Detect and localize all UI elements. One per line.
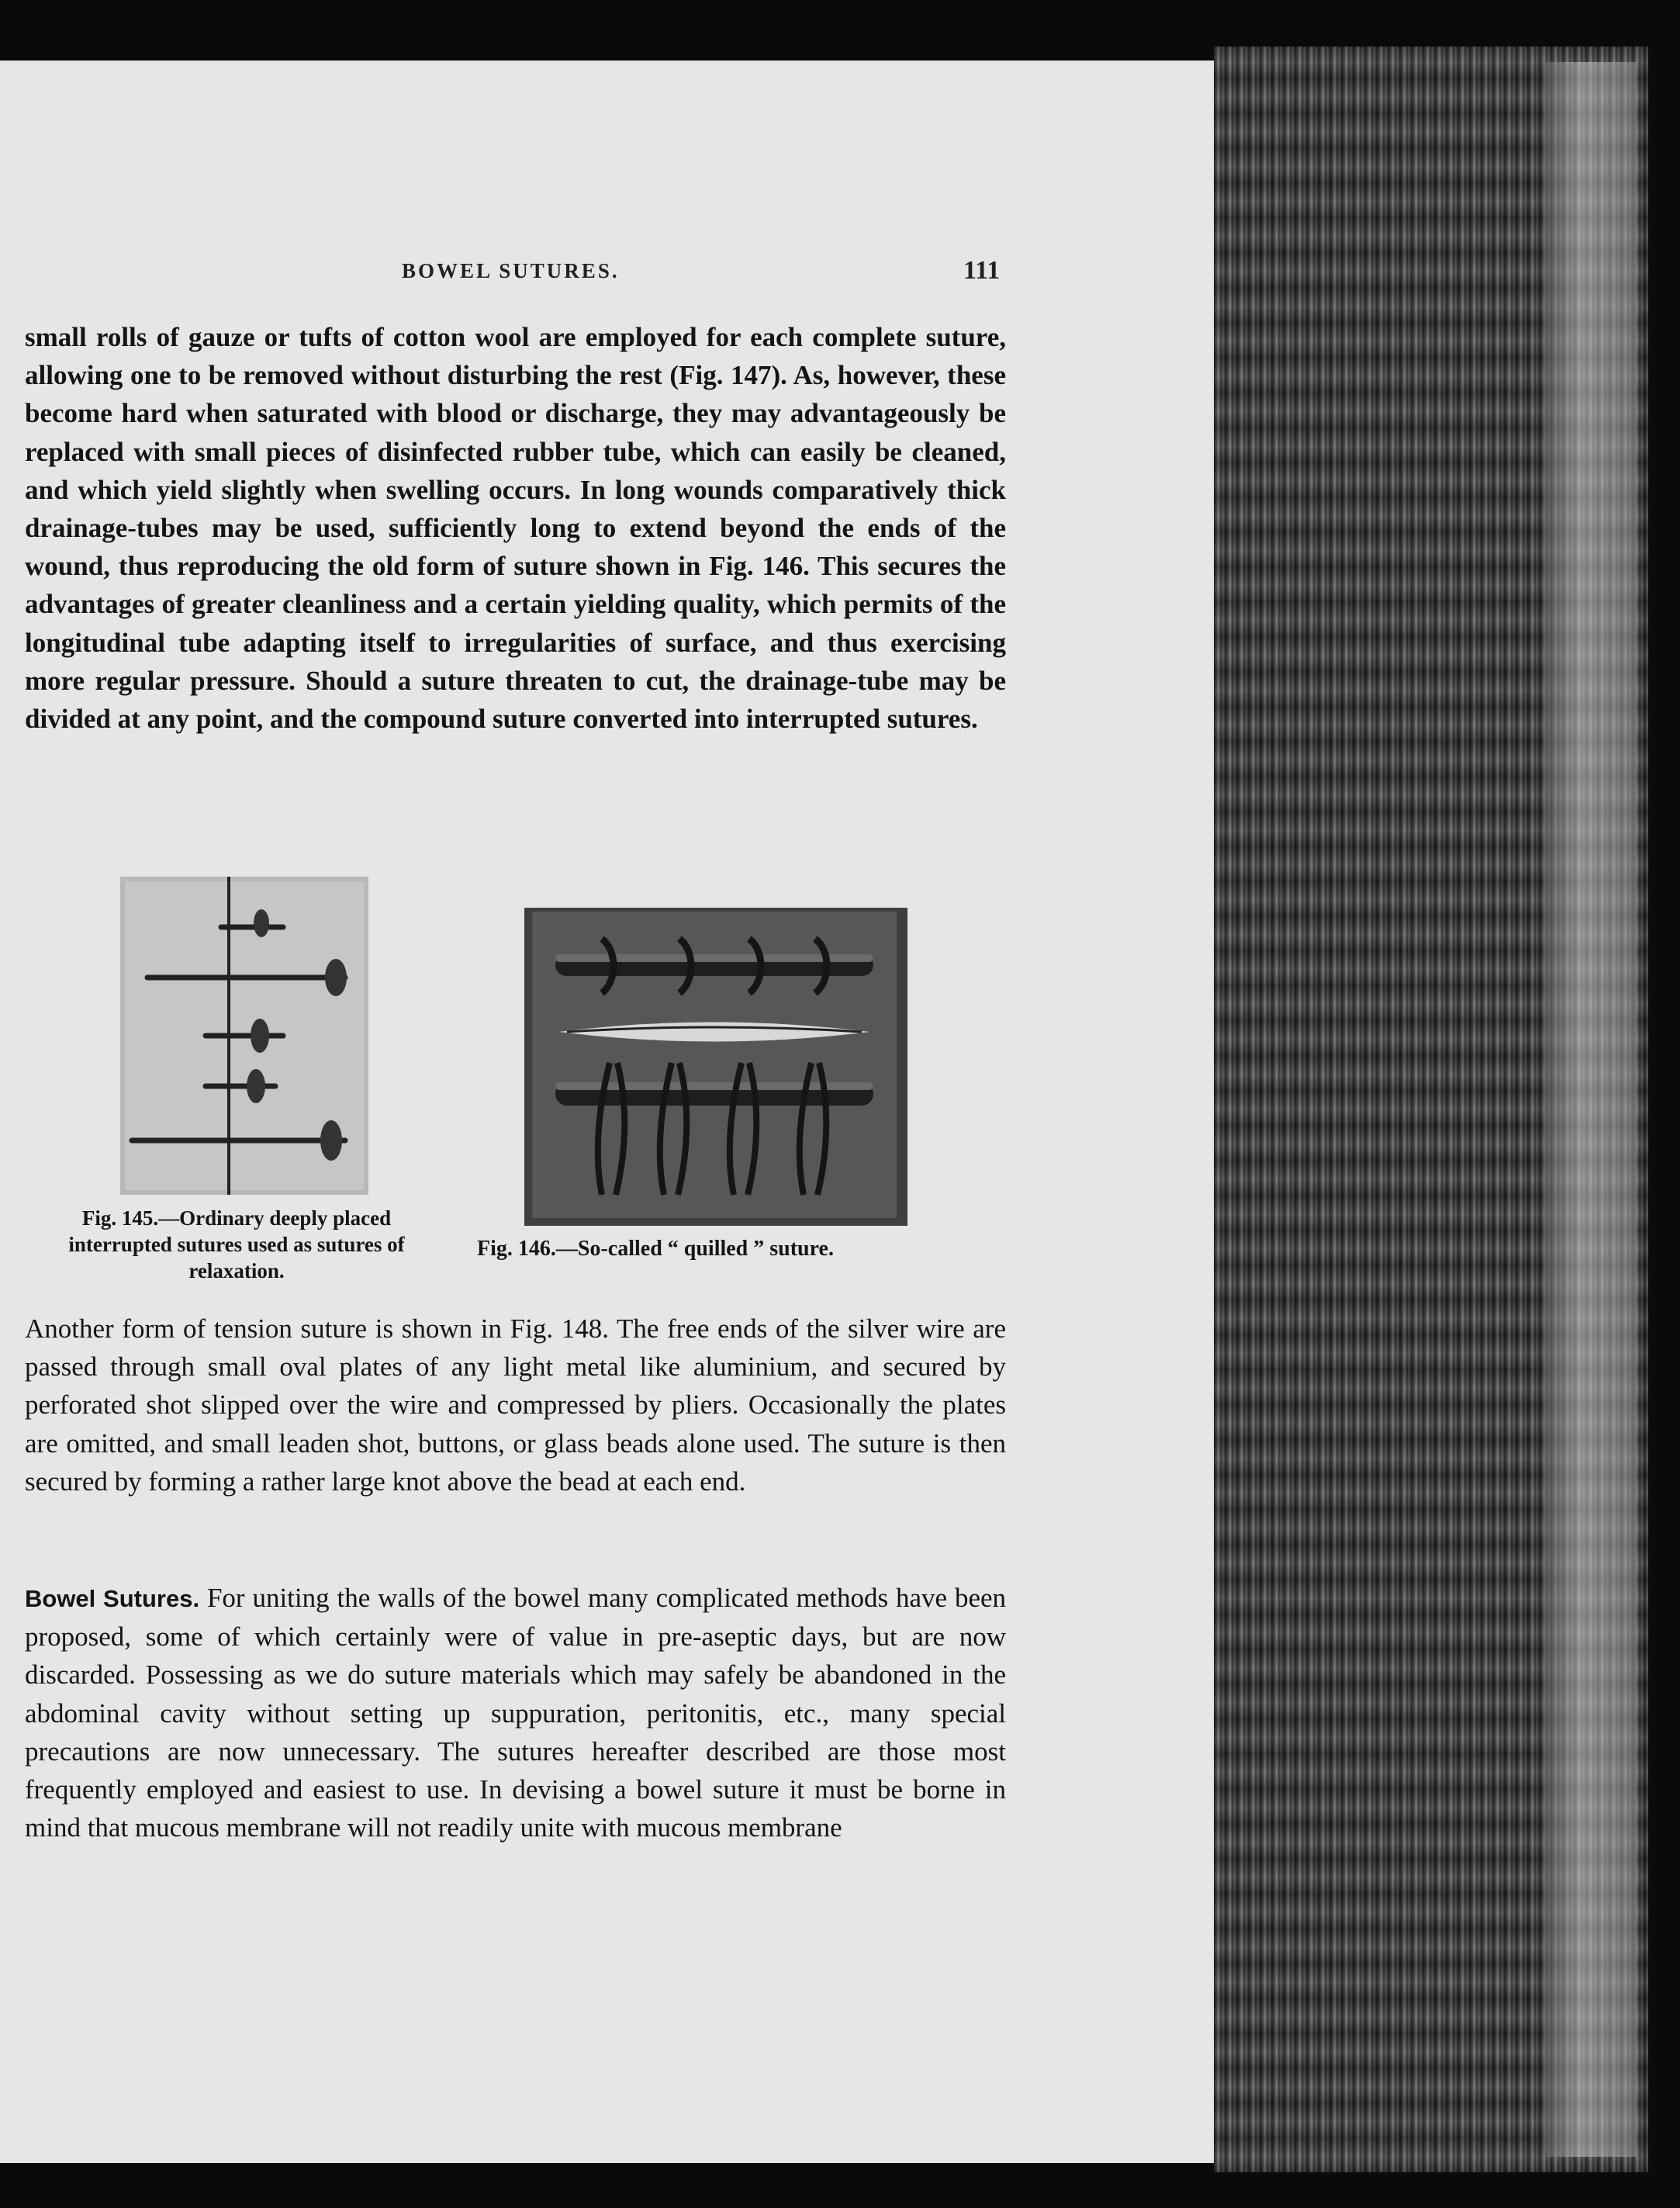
figure-145-caption: Fig. 145.—Ordinary deeply placed interrupted sutures used as sutures of relaxation. — [68, 1206, 405, 1282]
page-number: 111 — [963, 256, 1001, 285]
section-heading-bowel-sutures: Bowel Sutures. — [25, 1585, 200, 1612]
paragraph-bowel-sutures — [25, 1579, 1006, 1846]
figure-145-illustration — [120, 877, 368, 1195]
running-title: BOWEL SUTURES. — [402, 259, 620, 282]
paragraph-tension-suture: Another form of tension suture is shown in Fig. 148. The free ends of the silver wire are passed through small oval plates of any light metal like aluminium, and secured by perforated shot slipped over the wire and compressed by pliers. Occasionally the plates are omitted, and small leaden shot, buttons, or glass beads alone used. The suture is then secured by forming a rather large knot above the bead at each end. — [25, 1313, 1006, 1497]
paragraph-bowel-sutures-body: For uniting the walls of the bowel many complicated methods have been proposed, some of which certainly were of value in pre-aseptic days, but are now discarded. Possessing as we do suture materials which may safely be abandoned in the abdominal cavity without setting up suppuration, peritonitis, etc., many special precautions are now unnecessary. The sutures hereafter described are those most frequently employed and easiest to use. In devising a bowel suture it must be borne in mind that mucous membrane will not readily unite with mucous membrane — [25, 1583, 1007, 1843]
page-header — [23, 256, 1008, 295]
figure-146-caption: Fig. 146.—So-called “ quilled ” suture. — [477, 1237, 834, 1261]
paragraph-compound-suture: small rolls of gauze or tufts of cotton wool are employed for each complete suture, allowing one to be removed without disturbing the rest (Fig. 147). As, however, these become hard when saturated with blood or discharge, they may advantageously be replaced with small pieces of disinfected rubber tube, which can easily be cleaned, and which yield slightly when swelling occurs. In long wounds comparatively thick drainage-tubes may be used, sufficiently long to extend beyond the ends of the wound, thus reproducing the old form of suture shown in Fig. 146. This secures the advantages of greater cleanliness and a certain yielding quality, which permits of the longitudinal tube adapting itself to irregularities of surface, and thus exercising more regular pressure. Should a suture threaten to cut, the drainage-tube may be divided at any point, and the compound suture converted into interrupted sutures. — [25, 322, 1006, 735]
figure-146-illustration — [524, 908, 907, 1226]
page-edge-highlight — [1543, 62, 1637, 2157]
